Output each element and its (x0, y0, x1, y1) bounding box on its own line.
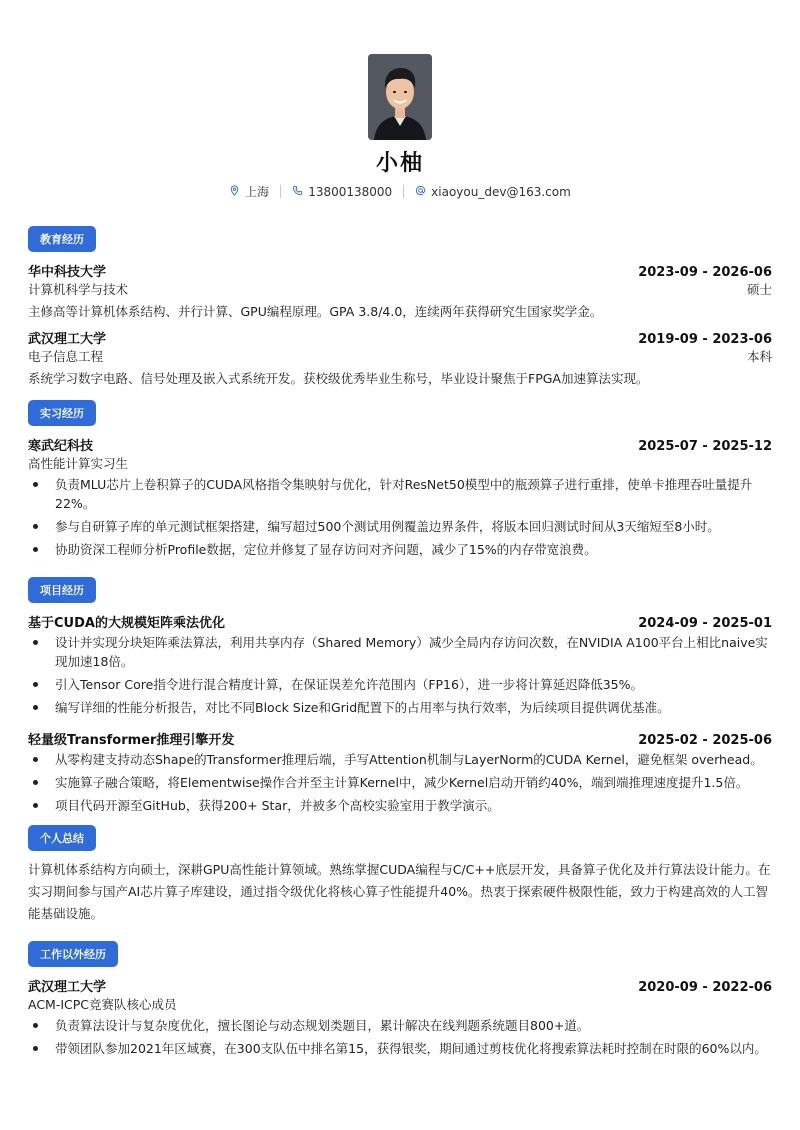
phone-text: 13800138000 (308, 184, 393, 199)
education-section (28, 226, 772, 390)
internship-section (28, 400, 772, 559)
education-item (28, 261, 772, 323)
contact-bar (28, 183, 772, 200)
section-title-projects: 项目经历 (28, 577, 96, 603)
major: 电子信息工程 (28, 349, 104, 364)
list-item: 实施算子融合策略，将Elementwise操作合并至主计算Kernel中，减少Kernel启动开销约40%，端到端推理速度提升1.5倍。 (28, 773, 772, 792)
resume-header (28, 0, 772, 200)
summary-section (28, 825, 772, 925)
education-item (28, 328, 772, 390)
projects-section (28, 577, 772, 815)
list-item: 负责算法设计与复杂度优化，擅长图论与动态规划类题目，累计解决在线判题系统题目800+道。 (28, 1016, 772, 1035)
contact-phone (281, 185, 403, 199)
list-item: 从零构建支持动态Shape的Transformer推理后端，手写Attention机制与LayerNorm的CUDA Kernel，避免框架 overhead。 (28, 750, 772, 769)
phone-icon (292, 185, 303, 199)
major: 计算机科学与技术 (28, 282, 129, 297)
education-description: 主修高等计算机体系结构、并行计算、GPU编程原理。GPA 3.8/4.0，连续两年获得研究生国家奖学金。 (28, 304, 603, 319)
date-range: 2020-09 - 2022-06 (638, 980, 772, 995)
list-item: 协助资深工程师分析Profile数据，定位并修复了显存访问对齐问题，减少了15%的内存带宽浪费。 (28, 540, 772, 559)
list-item: 带领团队参加2021年区域赛，在300支队伍中排名第15，获得银奖，期间通过剪枝优化将搜索算法耗时控制在时限的60%以内。 (28, 1039, 772, 1058)
avatar (368, 54, 432, 140)
extra-item (28, 976, 772, 1058)
project-item (28, 729, 772, 815)
summary-text: 计算机体系结构方向硕士，深耕GPU高性能计算领域。熟练掌握CUDA编程与C/C++底层开发，具备算子优化及并行算法设计能力。在实习期间参与国产AI芯片算子库建设，通过指令级优化将核心算子性能提升40%。热衷于探索硬件极限性能，致力于构建高效的人工智能基础设施。 (28, 862, 771, 921)
date-range: 2025-02 - 2025-06 (638, 733, 772, 748)
company-name: 寒武纪科技 (28, 439, 94, 454)
section-title-internship: 实习经历 (28, 400, 96, 426)
location-pin-icon (229, 185, 240, 199)
section-title-summary: 个人总结 (28, 825, 96, 851)
job-role: 高性能计算实习生 (28, 456, 129, 471)
section-title-education: 教育经历 (28, 226, 96, 252)
school-name: 华中科技大学 (28, 265, 107, 280)
at-sign-icon (415, 185, 426, 199)
school-name: 武汉理工大学 (28, 332, 107, 347)
bullet-list (28, 750, 772, 815)
bullet-list (28, 1016, 772, 1058)
section-title-extra: 工作以外经历 (28, 941, 118, 967)
internship-item (28, 435, 772, 559)
organization-name: 武汉理工大学 (28, 980, 107, 995)
date-range: 2023-09 - 2026-06 (638, 265, 772, 280)
contact-location (218, 183, 280, 200)
degree: 本科 (746, 349, 772, 364)
list-item: 编写详细的性能分析报告，对比不同Block Size和Grid配置下的占用率与执行效率，为后续项目提供调优基准。 (28, 698, 772, 717)
list-item: 参与自研算子库的单元测试框架搭建，编写超过500个测试用例覆盖边界条件，将版本回归测试时间从3天缩短至8小时。 (28, 517, 772, 536)
bullet-list (28, 475, 772, 559)
project-name: 基于CUDA的大规模矩阵乘法优化 (28, 616, 225, 631)
extra-role: ACM-ICPC竞赛队核心成员 (28, 997, 177, 1012)
list-item: 设计并实现分块矩阵乘法算法，利用共享内存（Shared Memory）减少全局内存访问次数，在NVIDIA A100平台上相比naive实现加速18倍。 (28, 633, 772, 671)
bullet-list (28, 633, 772, 717)
date-range: 2025-07 - 2025-12 (638, 439, 772, 454)
email-text: xiaoyou_dev@163.com (431, 184, 571, 199)
contact-email (404, 185, 582, 199)
date-range: 2019-09 - 2023-06 (638, 332, 772, 347)
list-item: 引入Tensor Core指令进行混合精度计算，在保证误差允许范围内（FP16），进一步将计算延迟降低35%。 (28, 675, 772, 694)
project-item (28, 612, 772, 717)
avatar-photo (368, 54, 432, 140)
project-name: 轻量级Transformer推理引擎开发 (28, 733, 235, 748)
list-item: 负责MLU芯片上卷积算子的CUDA风格指令集映射与优化，针对ResNet50模型中的瓶颈算子进行重排，使单卡推理吞吐量提升22%。 (28, 475, 772, 513)
education-description: 系统学习数字电路、信号处理及嵌入式系统开发。获校级优秀毕业生称号，毕业设计聚焦于FPGA加速算法实现。 (28, 371, 649, 386)
date-range: 2024-09 - 2025-01 (638, 616, 772, 631)
list-item: 项目代码开源至GitHub，获得200+ Star，并被多个高校实验室用于教学演示。 (28, 796, 772, 815)
location-text: 上海 (245, 185, 270, 199)
candidate-name: 小柚 (375, 151, 424, 176)
degree: 硕士 (746, 282, 772, 297)
extra-section (28, 941, 772, 1058)
